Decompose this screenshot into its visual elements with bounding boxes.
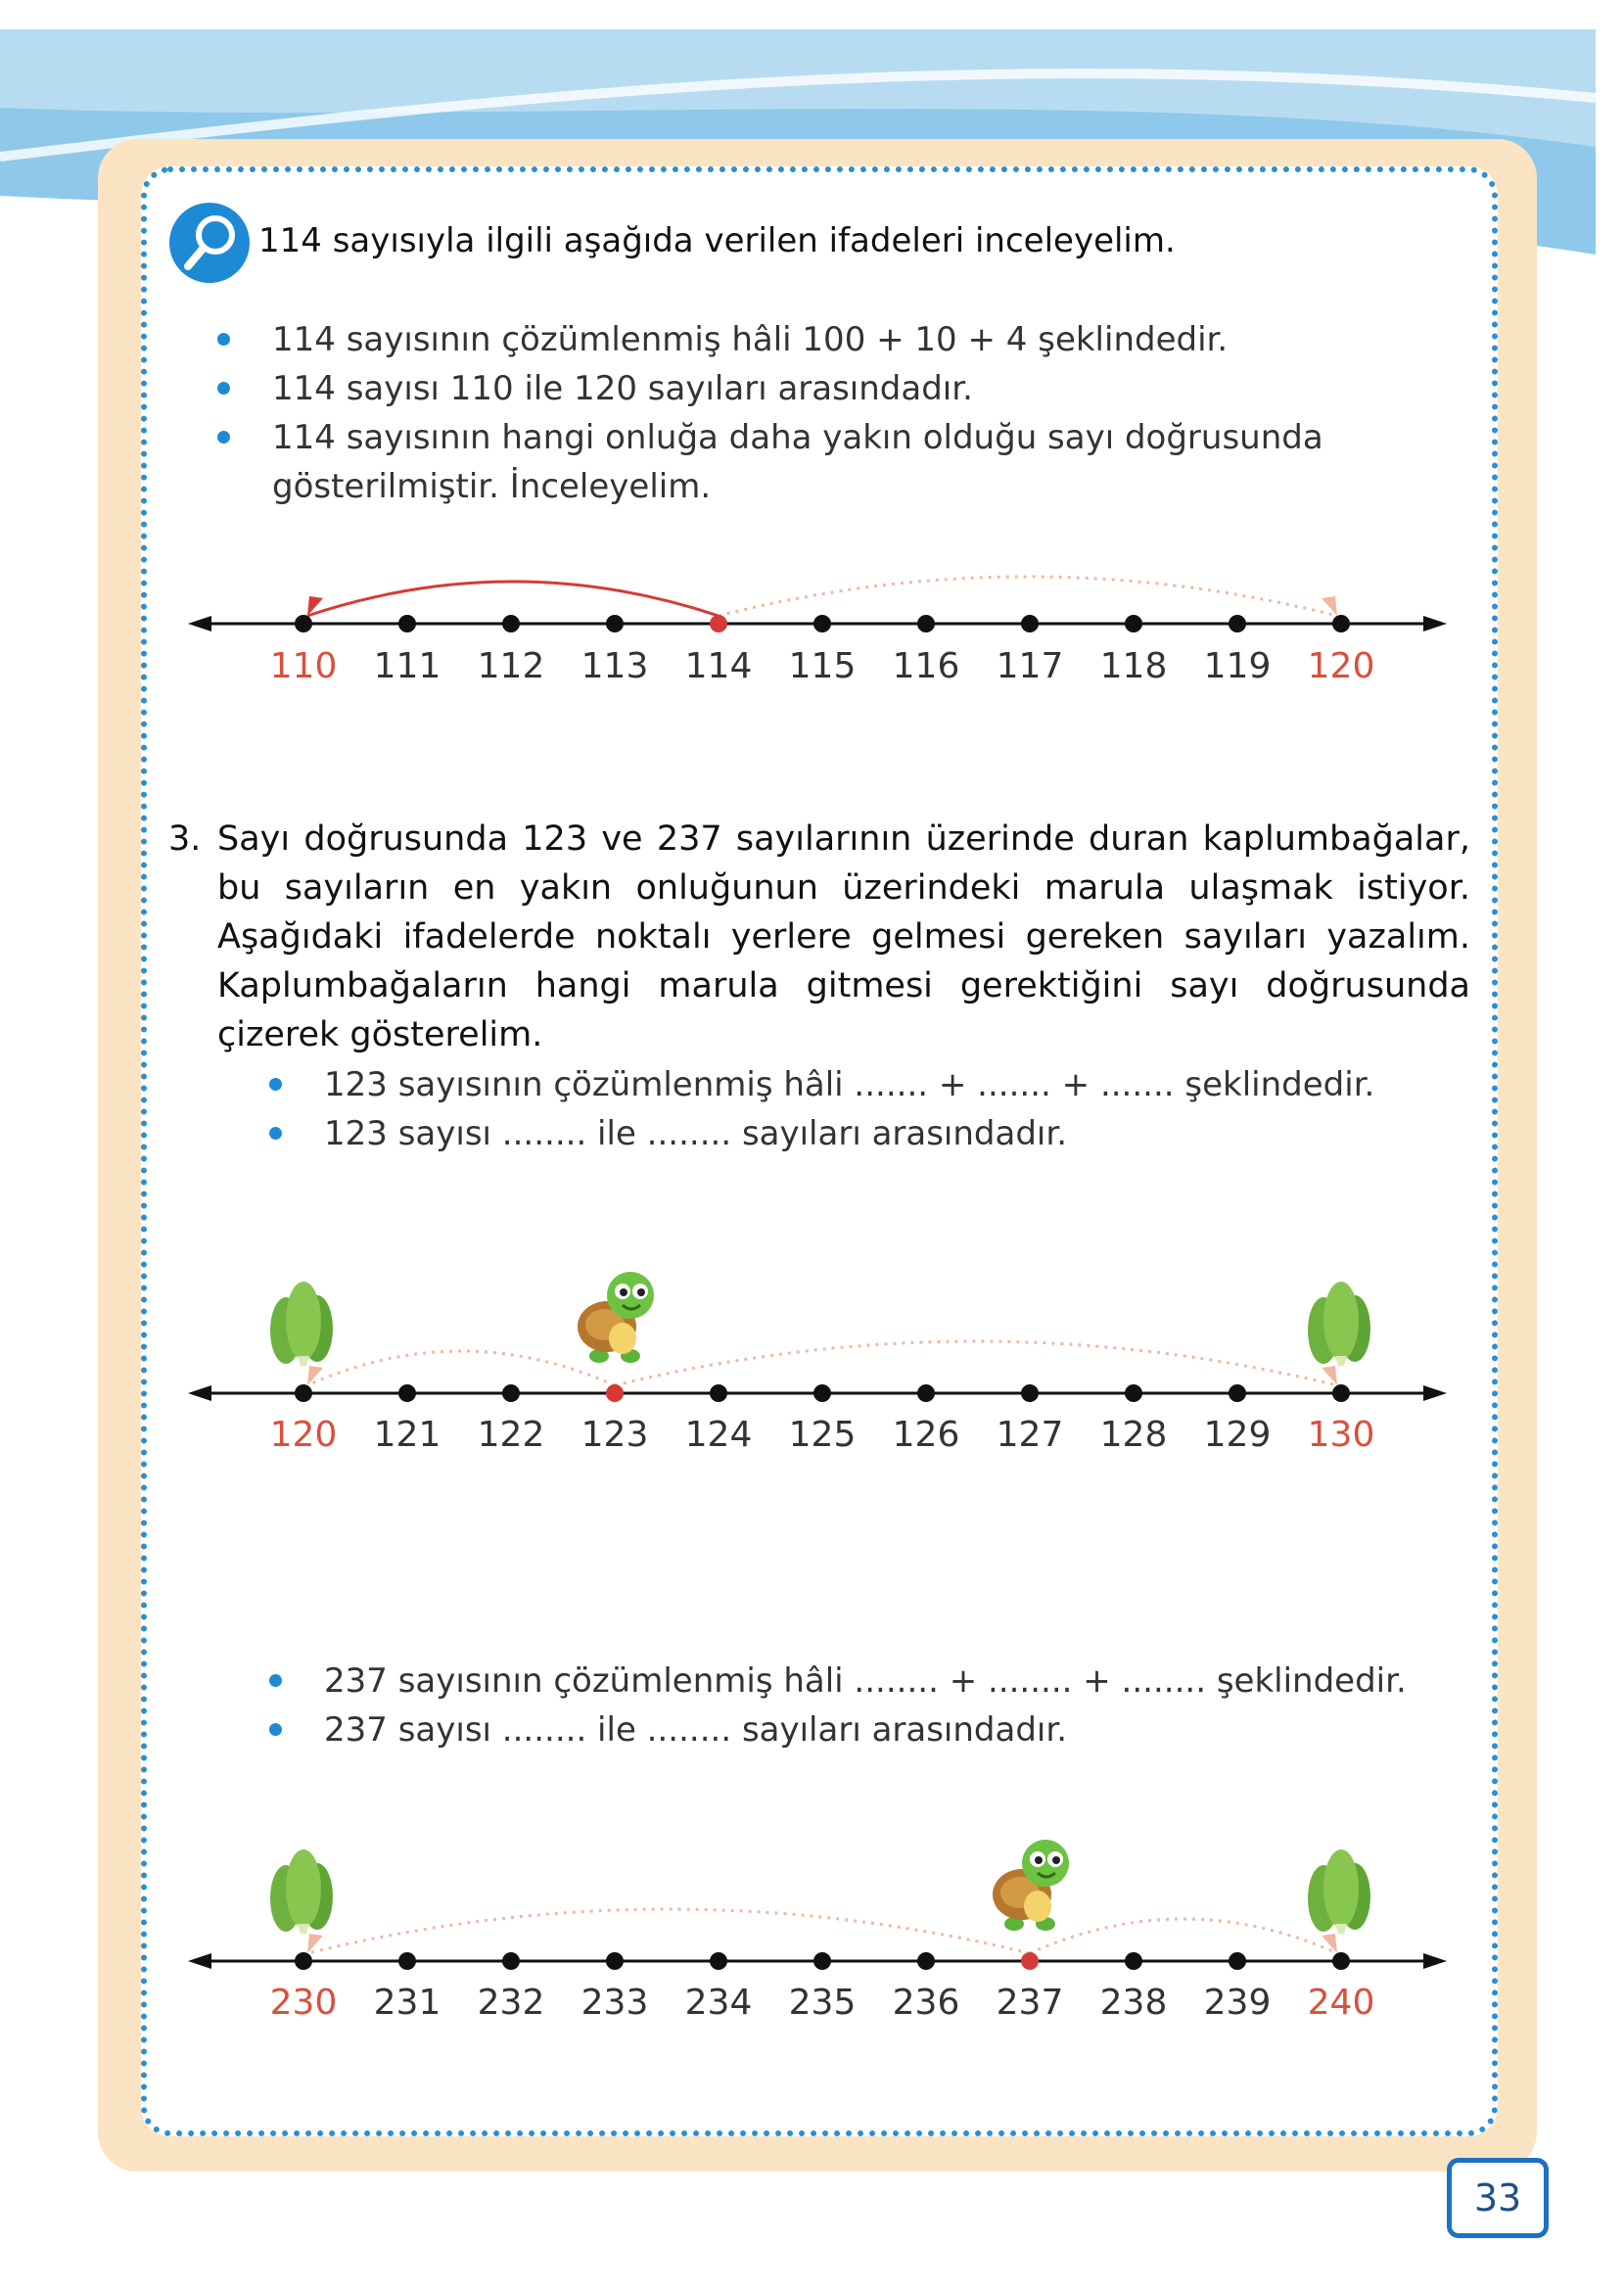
tick-point xyxy=(1021,1384,1039,1402)
magnifier-icon xyxy=(168,202,251,284)
tick-point xyxy=(710,1384,727,1402)
tick-label: 121 xyxy=(373,1415,441,1455)
tick-label: 240 xyxy=(1307,1983,1375,2023)
tick-label: 120 xyxy=(1307,646,1375,686)
tick-label: 230 xyxy=(269,1983,338,2023)
question-text: Sayı doğrusunda 123 ve 237 sayılarının üzerinde duran kaplumbağalar, bu sayıların en yakın onluğunun üzerindeki marula ulaşmak istiyor. Aşağıdaki ifadelerde noktalı yerlere gelmesi gereken sayıları yazalım. Kaplumbağaların hangi marula gitmesi gerektiğini sayı doğrusunda çizerek gösterelim. xyxy=(217,819,1470,1054)
tick-point xyxy=(398,1384,416,1402)
tick-label: 120 xyxy=(269,1415,338,1455)
tick-point xyxy=(917,615,935,632)
jump-arc-1 xyxy=(719,577,1337,616)
tick-point xyxy=(1125,1384,1142,1402)
tick-label: 233 xyxy=(580,1983,649,2023)
part-b-bullets xyxy=(269,1657,1444,1754)
lettuce-icon xyxy=(1308,1282,1370,1366)
tick-label: 114 xyxy=(684,646,753,686)
tick-label: 129 xyxy=(1203,1415,1272,1455)
tick-label: 118 xyxy=(1099,646,1168,686)
tick-label: 126 xyxy=(892,1415,960,1455)
tick-point xyxy=(606,1384,624,1402)
tick-point xyxy=(398,1952,416,1970)
jump-arc-1 xyxy=(615,1341,1337,1385)
tick-label: 122 xyxy=(477,1415,545,1455)
tick-label: 128 xyxy=(1099,1415,1168,1455)
jump-arc-0 xyxy=(307,582,719,616)
tick-point xyxy=(606,1952,624,1970)
jump-arc-0 xyxy=(307,1351,615,1385)
tick-point xyxy=(1229,615,1246,632)
tick-point xyxy=(1229,1384,1246,1402)
arrow-right-icon xyxy=(1423,1953,1447,1969)
tick-label: 235 xyxy=(788,1983,857,2023)
tick-label: 113 xyxy=(580,646,649,686)
tick-point xyxy=(813,1384,831,1402)
tick-point xyxy=(1125,1952,1142,1970)
part-a-bullets xyxy=(269,1060,1444,1158)
tick-point xyxy=(502,615,520,632)
list-item: 237 sayısının çözümlenmiş hâli ........ + ........ + ........ şeklindedir. xyxy=(269,1657,1444,1706)
tick-point xyxy=(710,615,727,632)
jump-arc-0 xyxy=(307,1909,1030,1953)
page-number: 33 xyxy=(1447,2158,1549,2238)
tick-point xyxy=(1332,1952,1350,1970)
arrow-left-icon xyxy=(188,1953,211,1969)
tick-label: 125 xyxy=(788,1415,857,1455)
lettuce-icon xyxy=(270,1282,333,1366)
tick-label: 239 xyxy=(1203,1983,1272,2023)
tick-label: 127 xyxy=(996,1415,1064,1455)
arrow-right-icon xyxy=(1423,1385,1447,1401)
intro-bullets xyxy=(217,315,1441,511)
tick-label: 238 xyxy=(1099,1983,1168,2023)
tick-label: 123 xyxy=(580,1415,649,1455)
tick-point xyxy=(1021,1952,1039,1970)
turtle-icon xyxy=(993,1840,1069,1931)
list-item: 114 sayısının hangi onluğa daha yakın olduğu sayı doğrusunda gösterilmiştir. İnceleyelim. xyxy=(217,413,1441,511)
tick-point xyxy=(502,1952,520,1970)
tick-label: 234 xyxy=(684,1983,753,2023)
number-line-230-240 xyxy=(0,1801,1624,2036)
tick-point xyxy=(917,1384,935,1402)
tick-label: 236 xyxy=(892,1983,960,2023)
jump-arc-1 xyxy=(1030,1919,1337,1953)
question-number: 3. xyxy=(168,819,202,859)
arrow-left-icon xyxy=(188,616,211,631)
list-item: 237 sayısı ........ ile ........ sayıları arasındadır. xyxy=(269,1706,1444,1754)
tick-point xyxy=(1125,615,1142,632)
tick-point xyxy=(813,1952,831,1970)
tick-point xyxy=(398,615,416,632)
arrow-right-icon xyxy=(1423,616,1447,631)
tick-point xyxy=(813,615,831,632)
tick-point xyxy=(295,1384,312,1402)
tick-point xyxy=(1021,615,1039,632)
turtle-icon xyxy=(578,1272,654,1363)
arrow-left-icon xyxy=(188,1385,211,1401)
tick-point xyxy=(917,1952,935,1970)
tick-label: 110 xyxy=(269,646,338,686)
tick-label: 117 xyxy=(996,646,1064,686)
tick-label: 232 xyxy=(477,1983,545,2023)
tick-point xyxy=(295,615,312,632)
tick-label: 231 xyxy=(373,1983,441,2023)
tick-point xyxy=(502,1384,520,1402)
tick-label: 130 xyxy=(1307,1415,1375,1455)
tick-label: 111 xyxy=(373,646,441,686)
list-item: 114 sayısının çözümlenmiş hâli 100 + 10 + 4 şeklindedir. xyxy=(217,315,1441,364)
tick-label: 119 xyxy=(1203,646,1272,686)
tick-point xyxy=(1332,615,1350,632)
lettuce-icon xyxy=(270,1849,333,1934)
number-line-120-130 xyxy=(0,1234,1624,1469)
lettuce-icon xyxy=(1308,1849,1370,1934)
tick-point xyxy=(295,1952,312,1970)
intro-text: 114 sayısıyla ilgili aşağıda verilen ifadeleri inceleyelim. xyxy=(258,221,1176,260)
tick-point xyxy=(606,615,624,632)
question-3 xyxy=(168,815,1470,1059)
tick-point xyxy=(710,1952,727,1970)
tick-point xyxy=(1332,1384,1350,1402)
tick-label: 116 xyxy=(892,646,960,686)
tick-point xyxy=(1229,1952,1246,1970)
tick-label: 124 xyxy=(684,1415,753,1455)
tick-label: 112 xyxy=(477,646,545,686)
list-item: 114 sayısı 110 ile 120 sayıları arasındadır. xyxy=(217,364,1441,413)
tick-label: 115 xyxy=(788,646,857,686)
list-item: 123 sayısı ........ ile ........ sayıları arasındadır. xyxy=(269,1109,1444,1158)
list-item: 123 sayısının çözümlenmiş hâli ....... + ....... + ....... şeklindedir. xyxy=(269,1060,1444,1109)
tick-label: 237 xyxy=(996,1983,1064,2023)
number-line-110-120 xyxy=(0,529,1624,705)
